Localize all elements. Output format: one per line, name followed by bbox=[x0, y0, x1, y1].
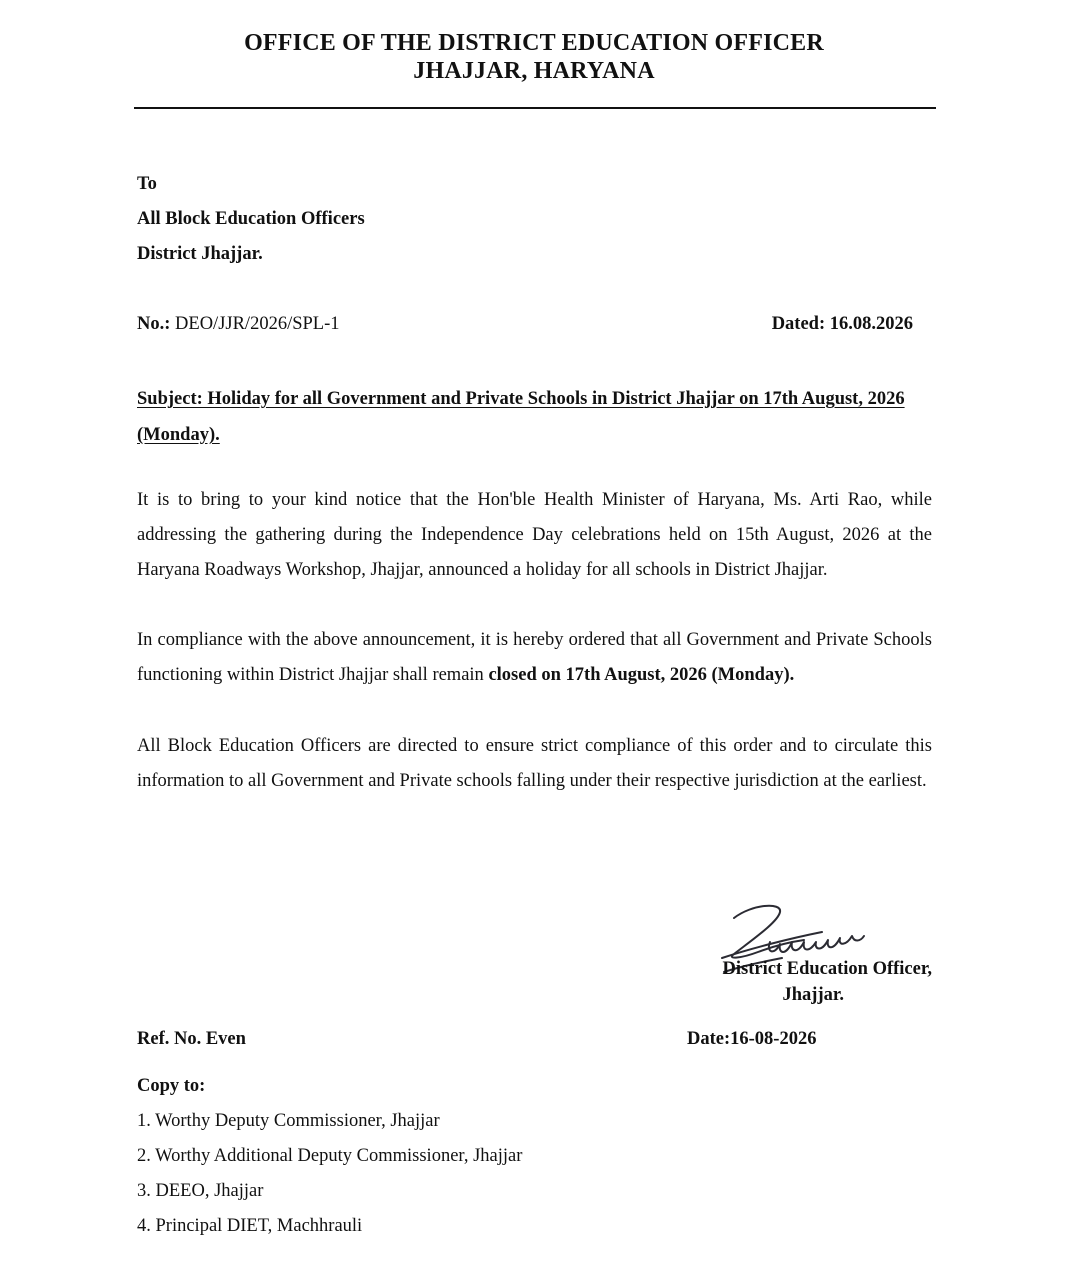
body-paragraph-2 bbox=[137, 623, 932, 693]
closure-date-emphasis: closed on 17th August, 2026 (Monday). bbox=[488, 665, 795, 685]
addressee-district: District Jhajjar. bbox=[137, 244, 263, 264]
addressee-to: To bbox=[137, 174, 157, 194]
copy-to-heading: Copy to: bbox=[137, 1076, 206, 1096]
signatory-place: Jhajjar. bbox=[782, 985, 844, 1005]
office-title: OFFICE OF THE DISTRICT EDUCATION OFFICER bbox=[244, 30, 824, 56]
body-paragraph-3: All Block Education Officers are directed to ensure strict compliance of this order and to circulate this information to all Government and Private schools falling under their respective jurisdiction at the earliest. bbox=[137, 736, 932, 791]
body-paragraph-2-text: In compliance with the above announcement, it is hereby ordered that all Government and Private Schools functioning within District Jhajjar shall remain bbox=[137, 630, 932, 685]
copy-to-item: 3. DEEO, Jhajjar bbox=[137, 1181, 264, 1201]
header-divider bbox=[134, 107, 936, 109]
letter-number bbox=[137, 312, 340, 336]
copy-date: Date:16-08-2026 bbox=[687, 1029, 817, 1049]
letter-number-label: No.: bbox=[137, 314, 171, 334]
reference-even: Ref. No. Even bbox=[137, 1029, 246, 1049]
letter-date: Dated: 16.08.2026 bbox=[771, 314, 913, 334]
signatory-designation: District Education Officer, bbox=[722, 959, 932, 979]
copy-to-item: 4. Principal DIET, Machhrauli bbox=[137, 1216, 363, 1236]
addressee-recipient: All Block Education Officers bbox=[137, 209, 365, 229]
office-location: JHAJJAR, HARYANA bbox=[413, 58, 655, 84]
letter-number-value: DEO/JJR/2026/SPL-1 bbox=[170, 314, 340, 334]
letter-subject: Subject: Holiday for all Government and Private Schools in District Jhajjar on 17th August, 2026 (Monday). bbox=[137, 389, 905, 445]
copy-to-item: 2. Worthy Additional Deputy Commissioner, Jhajjar bbox=[137, 1146, 523, 1166]
body-paragraph-1: It is to bring to your kind notice that the Hon'ble Health Minister of Haryana, Ms. Arti Rao, while addressing the gathering during the Independence Day celebrations held on 15th August, 2026 at the Haryana Roadways Workshop, Jhajjar, announced a holiday for all schools in District Jhajjar. bbox=[137, 490, 932, 580]
copy-to-item: 1. Worthy Deputy Commissioner, Jhajjar bbox=[137, 1111, 440, 1131]
